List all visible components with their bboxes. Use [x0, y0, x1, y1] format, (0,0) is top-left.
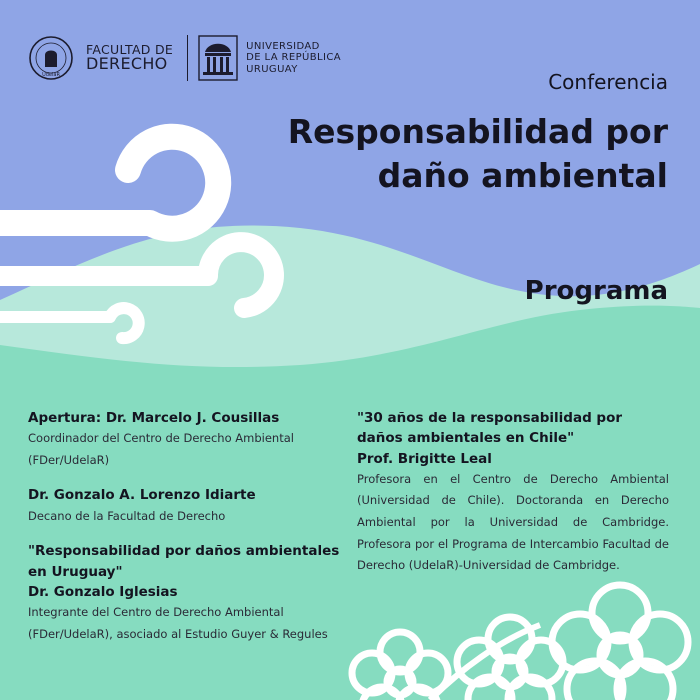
- program-item-talk-uruguay: [28, 541, 340, 645]
- dean-description: Decano de la Facultad de Derecho: [28, 508, 226, 523]
- opening-description: Coordinador del Centro de Derecho Ambiental (FDer/UdelaR): [28, 431, 294, 467]
- faculty-name-line2: DERECHO: [86, 54, 168, 74]
- event-title: [248, 110, 668, 198]
- logo-divider: [187, 35, 188, 81]
- program-column-left: [28, 408, 340, 659]
- talk-chile-description: Profesora en el Centro de Derecho Ambiental (Universidad de Chile). Doctoranda en Derecho Ambiental por la Universidad de Cambridge. Profesora por el Programa de Intercambio Facultad de Derecho (UdelaR)-Universidad de Cambridge.: [357, 471, 669, 573]
- program-column-right: [357, 408, 669, 591]
- university-name-line2: DE LA REPÚBLICA: [246, 52, 341, 64]
- section-heading: Programa: [524, 276, 668, 306]
- program-item-dean: [28, 485, 340, 527]
- event-type: Conferencia: [548, 70, 668, 94]
- institution-logos: [28, 32, 341, 84]
- dean-title: Dr. Gonzalo A. Lorenzo Idiarte: [28, 487, 256, 504]
- talk-uruguay-description: Integrante del Centro de Derecho Ambiental (FDer/UdelaR), asociado al Estudio Guyer & Regules: [28, 605, 328, 641]
- svg-text:UdelaR: UdelaR: [42, 72, 60, 78]
- faculty-name: [86, 43, 173, 73]
- talk-uruguay-title: "Responsabilidad por daños ambientales en Uruguay": [28, 543, 340, 580]
- university-building-icon: [198, 35, 238, 81]
- university-name-line1: UNIVERSIDAD: [246, 40, 320, 52]
- faculty-name-line1: FACULTAD DE: [86, 42, 174, 58]
- program-item-opening: [28, 408, 340, 471]
- university-name: [246, 41, 341, 76]
- university-name-line3: URUGUAY: [246, 63, 298, 75]
- event-title-line1: Responsabilidad por: [287, 112, 668, 151]
- talk-chile-speaker: Prof. Brigitte Leal: [357, 450, 492, 467]
- talk-chile-title: "30 años de la responsabilidad por daños ambientales en Chile": [357, 410, 623, 447]
- event-title-line2: daño ambiental: [377, 156, 668, 196]
- faculty-seal-icon: [28, 35, 74, 81]
- talk-uruguay-speaker: Dr. Gonzalo Iglesias: [28, 583, 178, 600]
- opening-title: Apertura: Dr. Marcelo J. Cousillas: [28, 410, 280, 426]
- program-item-talk-chile: [357, 408, 669, 577]
